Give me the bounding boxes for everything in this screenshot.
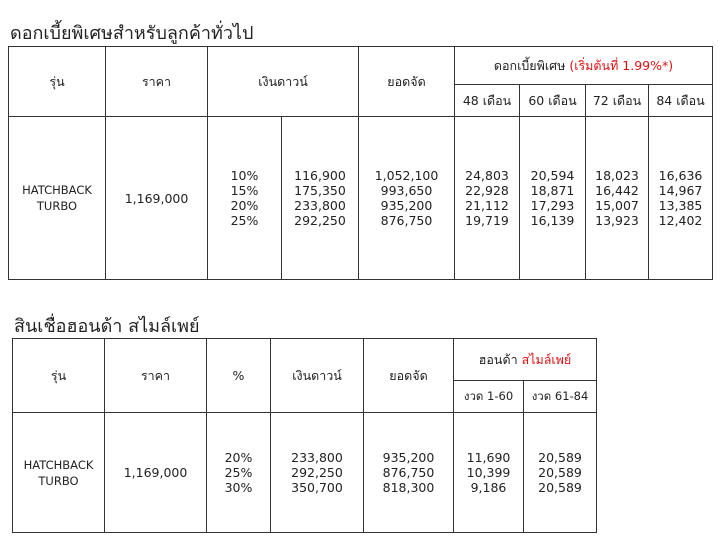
installment-1-60-column [454, 413, 524, 533]
header-price: ราคา [106, 47, 208, 117]
installment-84: 16,636 [658, 168, 703, 183]
special-interest-title: ดอกเบี้ยพิเศษสำหรับลูกค้าทั่วไป [10, 23, 254, 44]
installment-61-84-column [524, 413, 597, 533]
finance-amount-column [359, 117, 455, 280]
header-special-rate [455, 47, 713, 85]
model-line-2: TURBO [38, 473, 79, 488]
installment-72: 13,923 [595, 213, 639, 228]
installment-84: 14,967 [658, 183, 703, 198]
header-percent: % [207, 339, 271, 413]
header-model: รุ่น [13, 339, 105, 413]
down-percent: 15% [230, 183, 259, 198]
installment-61-84: 20,589 [538, 465, 582, 480]
header-down-payment: เงินดาวน์ [208, 47, 359, 117]
smilepay-title: สินเชื่อฮอนด้า สไมล์เพย์ [14, 316, 200, 337]
installment-1-60: 11,690 [466, 450, 511, 465]
down-amount-column [271, 413, 364, 533]
smilepay-name: สไมล์เพย์ [521, 351, 572, 367]
finance-amount: 993,650 [380, 183, 433, 198]
finance-amount-column [364, 413, 454, 533]
installment-1-60: 10,399 [466, 465, 511, 480]
installment-48: 21,112 [465, 198, 509, 213]
header-down-payment: เงินดาวน์ [271, 339, 364, 413]
header-finance-amount: ยอดจัด [364, 339, 454, 413]
installment-60: 20,594 [530, 168, 575, 183]
down-percent: 20% [230, 198, 259, 213]
price-cell: 1,169,000 [105, 413, 207, 533]
down-amount: 116,900 [294, 168, 346, 183]
price-cell: 1,169,000 [106, 117, 208, 280]
header-model: รุ่น [9, 47, 106, 117]
down-amount-column [282, 117, 359, 280]
header-term-72: 72 เดือน [586, 85, 649, 117]
down-percent: 25% [230, 213, 259, 228]
header-term-48: 48 เดือน [455, 85, 520, 117]
special-interest-table [8, 46, 713, 280]
percent-column [207, 413, 271, 533]
down-amount: 292,250 [291, 465, 343, 480]
installment-72: 18,023 [595, 168, 639, 183]
installment-1-60: 9,186 [470, 480, 507, 495]
installment-61-84: 20,589 [538, 480, 582, 495]
model-cell [9, 117, 106, 280]
finance-amount: 935,200 [380, 198, 433, 213]
model-line-1: HATCHBACK [23, 457, 94, 472]
installment-60: 17,293 [530, 198, 575, 213]
header-installment-1-60: งวด 1-60 [454, 381, 524, 413]
down-percent-column [208, 117, 282, 280]
down-amount: 175,350 [294, 183, 346, 198]
installment-60: 16,139 [530, 213, 575, 228]
installment-48: 24,803 [465, 168, 509, 183]
installment-72: 16,442 [595, 183, 639, 198]
special-rate-note: (เริ่มต้นที่ 1.99%*) [569, 57, 674, 73]
down-amount: 292,250 [294, 213, 346, 228]
installment-72: 15,007 [595, 198, 639, 213]
model-line-2: TURBO [36, 199, 78, 213]
down-percent: 25% [224, 465, 253, 480]
installment-84-column [649, 117, 713, 280]
installment-61-84: 20,589 [538, 450, 582, 465]
finance-amount: 876,750 [382, 465, 435, 480]
special-rate-label: ดอกเบี้ยพิเศษ [493, 57, 566, 73]
smilepay-table [12, 338, 597, 533]
model-cell [13, 413, 105, 533]
finance-amount: 876,750 [380, 213, 433, 228]
down-amount: 350,700 [291, 480, 343, 495]
header-installment-61-84: งวด 61-84 [524, 381, 597, 413]
model-line-1: HATCHBACK [22, 183, 92, 197]
finance-amount: 1,052,100 [374, 168, 439, 183]
header-price: ราคา [105, 339, 207, 413]
down-percent: 20% [224, 450, 253, 465]
installment-84: 12,402 [658, 213, 703, 228]
down-percent: 30% [224, 480, 253, 495]
down-amount: 233,800 [294, 198, 346, 213]
header-finance-amount: ยอดจัด [359, 47, 455, 117]
down-percent: 10% [230, 168, 259, 183]
finance-amount: 935,200 [382, 450, 435, 465]
finance-amount: 818,300 [382, 480, 435, 495]
header-term-84: 84 เดือน [649, 85, 713, 117]
header-term-60: 60 เดือน [520, 85, 586, 117]
installment-84: 13,385 [658, 198, 703, 213]
installment-48: 19,719 [465, 213, 509, 228]
installment-72-column [586, 117, 649, 280]
installment-48-column [455, 117, 520, 280]
installment-48: 22,928 [465, 183, 509, 198]
smilepay-brand: ฮอนด้า [478, 351, 518, 367]
down-amount: 233,800 [291, 450, 343, 465]
header-smilepay [454, 339, 597, 381]
installment-60-column [520, 117, 586, 280]
installment-60: 18,871 [530, 183, 575, 198]
